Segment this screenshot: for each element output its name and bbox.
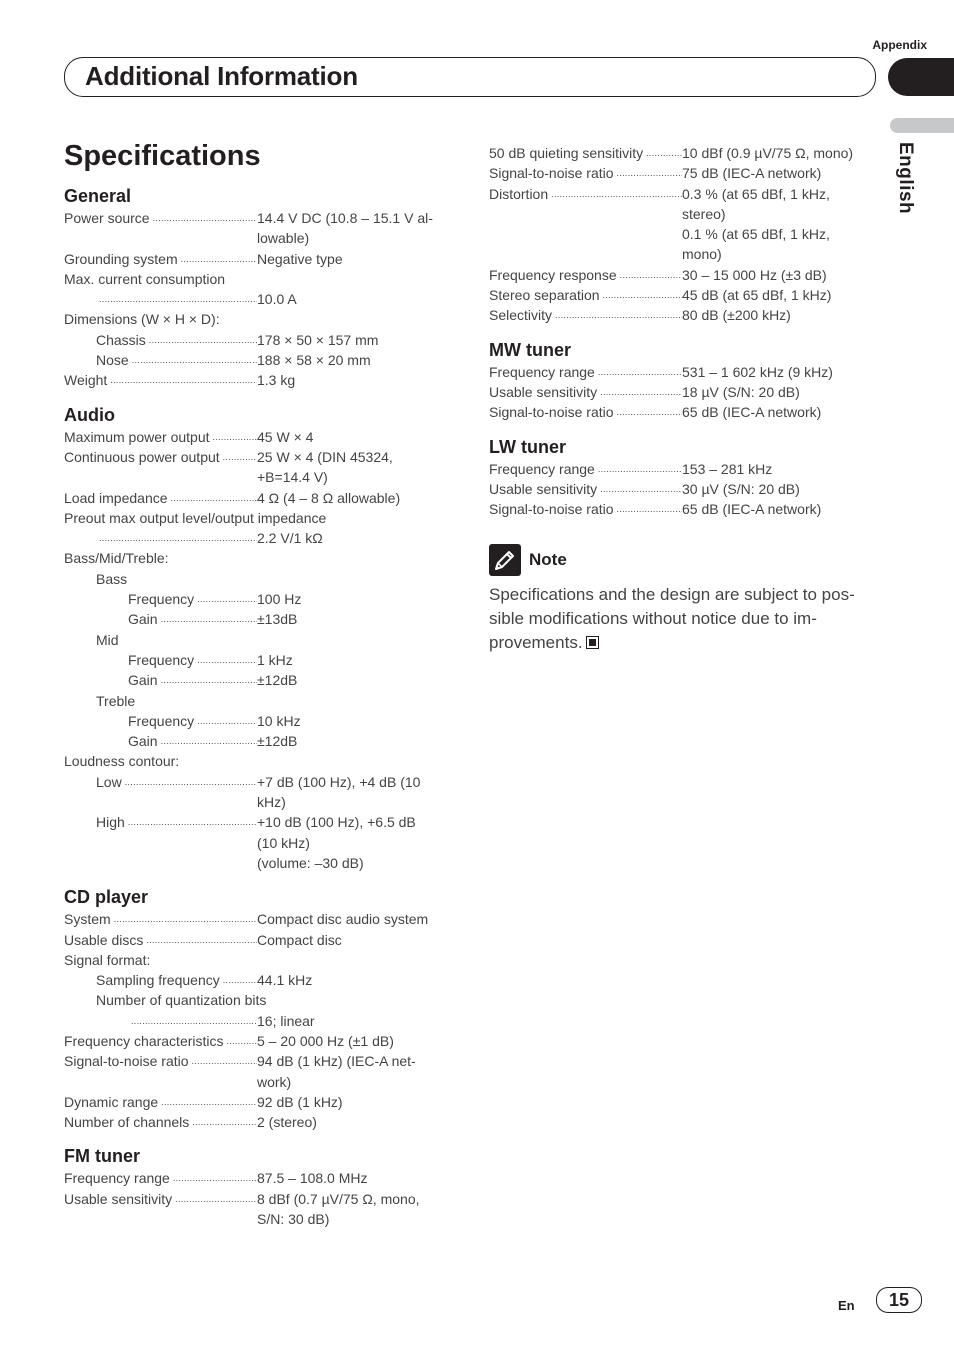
spec-label: 50 dB quieting sensitivity	[489, 145, 644, 161]
appendix-label: Appendix	[872, 38, 927, 52]
specs-right-column	[489, 143, 873, 655]
spec-row	[64, 1031, 454, 1051]
spec-value: 1 kHz	[257, 651, 293, 668]
spec-label: Signal-to-noise ratio	[489, 165, 614, 182]
dot-leader	[210, 427, 257, 447]
spec-row	[64, 370, 454, 390]
spec-label: Gain	[128, 611, 158, 628]
section-heading: CD player	[64, 887, 149, 908]
spec-value: 2 (stereo)	[257, 1114, 317, 1131]
spec-label: Number of channels	[64, 1114, 190, 1131]
spec-label: Usable sensitivity	[489, 480, 598, 497]
note-block	[489, 543, 873, 655]
spec-row	[64, 970, 454, 990]
spec-row	[64, 249, 454, 269]
dot-leader	[178, 249, 257, 269]
specs-left-column	[64, 184, 454, 1229]
dot-leader	[168, 488, 257, 508]
dot-leader	[614, 402, 682, 422]
language-label: English	[895, 142, 916, 215]
spec-row	[489, 402, 873, 422]
spec-value: 75 dB (IEC-A network)	[682, 165, 822, 182]
spec-value: 25 W × 4 (DIN 45324, +B=14.4 V)	[257, 448, 393, 486]
spec-label: Selectivity	[489, 307, 553, 324]
spec-value: 1.3 kg	[257, 372, 296, 389]
spec-value: 531 – 1 602 kHz (9 kHz)	[682, 363, 833, 380]
spec-value: 2.2 V/1 kΩ	[257, 530, 323, 547]
dot-leader	[224, 1031, 257, 1051]
dot-leader	[125, 812, 257, 873]
spec-subheading: Number of quantization bits	[96, 992, 267, 1009]
dot-leader	[128, 1011, 257, 1031]
spec-label: Gain	[128, 672, 158, 689]
spec-row	[64, 1051, 454, 1092]
spec-label: Sampling frequency	[96, 972, 220, 989]
dot-leader	[146, 330, 257, 350]
spec-value: 178 × 50 × 157 mm	[257, 331, 379, 348]
section-heading: MW tuner	[489, 339, 571, 360]
section-heading: FM tuner	[64, 1146, 140, 1167]
spec-label: Signal-to-noise ratio	[489, 501, 614, 518]
spec-value: 10 kHz	[257, 712, 301, 729]
spec-value: 45 W × 4	[257, 428, 314, 445]
spec-value: 45 dB (at 65 dBf, 1 kHz)	[682, 287, 832, 304]
spec-value: Compact disc	[257, 931, 342, 948]
dot-leader	[170, 1168, 257, 1188]
dot-leader	[643, 143, 682, 163]
spec-value: 44.1 kHz	[257, 972, 313, 989]
spec-row	[489, 362, 873, 382]
spec-value: ±12dB	[257, 733, 298, 750]
spec-subheading: Treble	[96, 692, 136, 709]
section-heading: Audio	[64, 404, 115, 425]
dot-leader	[552, 305, 682, 325]
spec-row	[64, 1168, 454, 1188]
spec-row	[64, 1092, 454, 1112]
spec-value: 16; linear	[257, 1012, 315, 1029]
dot-leader	[194, 711, 257, 731]
spec-row	[64, 1112, 454, 1132]
spec-row	[489, 265, 873, 285]
spec-label: Load impedance	[64, 489, 168, 506]
dot-leader	[595, 459, 682, 479]
spec-label: Maximum power output	[64, 428, 210, 445]
spec-label: Usable discs	[64, 931, 144, 948]
spec-value: 100 Hz	[257, 591, 302, 608]
note-label: Note	[529, 550, 567, 570]
spec-value: 0.3 % (at 65 dBf, 1 kHz, stereo) 0.1 % (at 65 dBf, 1 kHz, mono)	[682, 185, 830, 263]
spec-row	[64, 208, 454, 249]
spec-row	[489, 499, 873, 519]
spec-label: Low	[96, 773, 122, 790]
spec-label: High	[96, 814, 125, 831]
dot-leader	[614, 163, 682, 183]
dot-leader	[150, 208, 257, 249]
spec-label: Stereo separation	[489, 287, 600, 304]
spec-subheading: Mid	[96, 631, 119, 648]
spec-value: 87.5 – 108.0 MHz	[257, 1170, 368, 1187]
spec-label: Usable sensitivity	[489, 383, 598, 400]
spec-value: 188 × 58 × 20 mm	[257, 352, 371, 369]
spec-label: Weight	[64, 372, 108, 389]
spec-row	[64, 731, 454, 751]
spec-value: ±12dB	[257, 672, 298, 689]
spec-label: Frequency characteristics	[64, 1032, 224, 1049]
spec-value: 5 – 20 000 Hz (±1 dB)	[257, 1032, 394, 1049]
spec-value: 94 dB (1 kHz) (IEC-A net- work)	[257, 1053, 416, 1090]
spec-value: Negative type	[257, 250, 343, 267]
spec-label: Signal-to-noise ratio	[489, 404, 614, 421]
spec-row	[64, 330, 454, 350]
spec-row	[489, 163, 873, 183]
spec-value: 65 dB (IEC-A network)	[682, 501, 822, 518]
spec-value: 80 dB (±200 kHz)	[682, 307, 791, 324]
spec-value: +7 dB (100 Hz), +4 dB (10 kHz)	[257, 773, 421, 811]
spec-label: Gain	[128, 733, 158, 750]
spec-value: 18 µV (S/N: 20 dB)	[682, 383, 800, 400]
spec-value: 10 dBf (0.9 µV/75 Ω, mono)	[682, 145, 854, 161]
spec-row	[489, 382, 873, 402]
spec-label: Frequency	[128, 712, 195, 729]
spec-subheading: Loudness contour:	[64, 753, 180, 770]
spec-label: Usable sensitivity	[64, 1190, 173, 1207]
dot-leader	[548, 184, 682, 265]
spec-row	[489, 479, 873, 499]
spec-label: Grounding system	[64, 250, 178, 267]
spec-value: 92 dB (1 kHz)	[257, 1093, 343, 1110]
spec-subheading: Dimensions (W × H × D):	[64, 311, 220, 328]
dot-leader	[617, 265, 682, 285]
spec-row	[64, 488, 454, 508]
spec-row	[64, 909, 454, 929]
note-text: Specifications and the design are subject to pos- sible modifications without notice due to im- provements.	[489, 585, 855, 653]
page-title: Specifications	[64, 140, 261, 172]
spec-row	[64, 427, 454, 447]
spec-label: Frequency range	[489, 460, 595, 477]
dot-leader	[129, 350, 257, 370]
dot-leader	[220, 970, 257, 990]
section-heading: LW tuner	[489, 436, 566, 457]
spec-row	[64, 609, 454, 629]
footer-language: En	[838, 1298, 855, 1313]
spec-label: Dynamic range	[64, 1093, 159, 1110]
spec-value: Compact disc audio system	[257, 911, 429, 928]
spec-value: 8 dBf (0.7 µV/75 Ω, mono, S/N: 30 dB)	[257, 1190, 420, 1228]
dot-leader	[111, 909, 257, 929]
spec-label: System	[64, 911, 111, 928]
spec-label: Power source	[64, 210, 150, 226]
dot-leader	[220, 447, 257, 488]
spec-value: 153 – 281 kHz	[682, 460, 773, 477]
dot-leader	[194, 589, 257, 609]
spec-row	[64, 447, 454, 488]
spec-row	[489, 459, 873, 479]
spec-row	[64, 350, 454, 370]
spec-subheading: Bass	[96, 570, 128, 587]
spec-label: Frequency range	[64, 1170, 170, 1187]
spec-label: Continuous power output	[64, 448, 220, 465]
spec-row	[64, 1189, 454, 1230]
section-title: Additional Information	[85, 61, 358, 91]
dot-leader	[96, 528, 257, 548]
spec-row	[64, 589, 454, 609]
spec-label: Frequency	[128, 591, 195, 608]
spec-row	[64, 711, 454, 731]
spec-value: 65 dB (IEC-A network)	[682, 404, 822, 421]
end-mark-icon	[586, 636, 599, 649]
spec-row	[64, 670, 454, 690]
spec-value: 14.4 V DC (10.8 – 15.1 V al- lowable)	[257, 210, 433, 247]
spec-subheading: Max. current consumption	[64, 270, 226, 287]
dot-leader	[107, 370, 257, 390]
dot-leader	[158, 731, 257, 751]
spec-label: Signal-to-noise ratio	[64, 1053, 189, 1070]
spec-label: Distortion	[489, 185, 549, 202]
dot-leader	[600, 285, 682, 305]
spec-label: Nose	[96, 352, 129, 369]
spec-value: 30 – 15 000 Hz (±3 dB)	[682, 266, 827, 283]
spec-value: +10 dB (100 Hz), +6.5 dB (10 kHz) (volume: –30 dB)	[257, 814, 416, 871]
spec-row	[489, 305, 873, 325]
dot-leader	[158, 1092, 257, 1112]
spec-label: Frequency response	[489, 266, 617, 283]
dot-leader	[172, 1189, 257, 1230]
spec-row	[64, 650, 454, 670]
dot-leader	[189, 1112, 257, 1132]
language-tab-marker	[890, 118, 954, 133]
page-number: 15	[876, 1287, 922, 1313]
spec-row	[64, 1011, 454, 1031]
section-tab-marker	[888, 58, 954, 96]
spec-row	[489, 184, 873, 265]
dot-leader	[189, 1051, 257, 1092]
spec-value: 4 Ω (4 – 8 Ω allowable)	[257, 489, 401, 506]
spec-subheading: Signal format:	[64, 951, 151, 968]
dot-leader	[122, 772, 257, 813]
spec-value: 10.0 A	[257, 291, 297, 308]
spec-row	[64, 528, 454, 548]
dot-leader	[597, 382, 682, 402]
dot-leader	[143, 930, 257, 950]
spec-row	[489, 285, 873, 305]
spec-value: 30 µV (S/N: 20 dB)	[682, 480, 800, 497]
spec-row	[64, 772, 454, 813]
spec-row	[64, 812, 454, 873]
dot-leader	[614, 499, 682, 519]
spec-row	[489, 143, 873, 163]
spec-subheading: Preout max output level/output impedance	[64, 509, 327, 526]
spec-label: Frequency range	[489, 363, 595, 380]
spec-row	[64, 930, 454, 950]
spec-label: Chassis	[96, 331, 146, 348]
section-header	[64, 57, 876, 97]
section-heading: General	[64, 186, 132, 206]
dot-leader	[194, 650, 257, 670]
pencil-note-icon	[489, 544, 521, 576]
spec-subheading: Bass/Mid/Treble:	[64, 550, 169, 567]
dot-leader	[158, 609, 257, 629]
spec-row	[64, 289, 454, 309]
spec-label: Frequency	[128, 651, 195, 668]
dot-leader	[597, 479, 682, 499]
dot-leader	[96, 289, 257, 309]
dot-leader	[595, 362, 682, 382]
dot-leader	[158, 670, 257, 690]
spec-value: ±13dB	[257, 611, 298, 628]
